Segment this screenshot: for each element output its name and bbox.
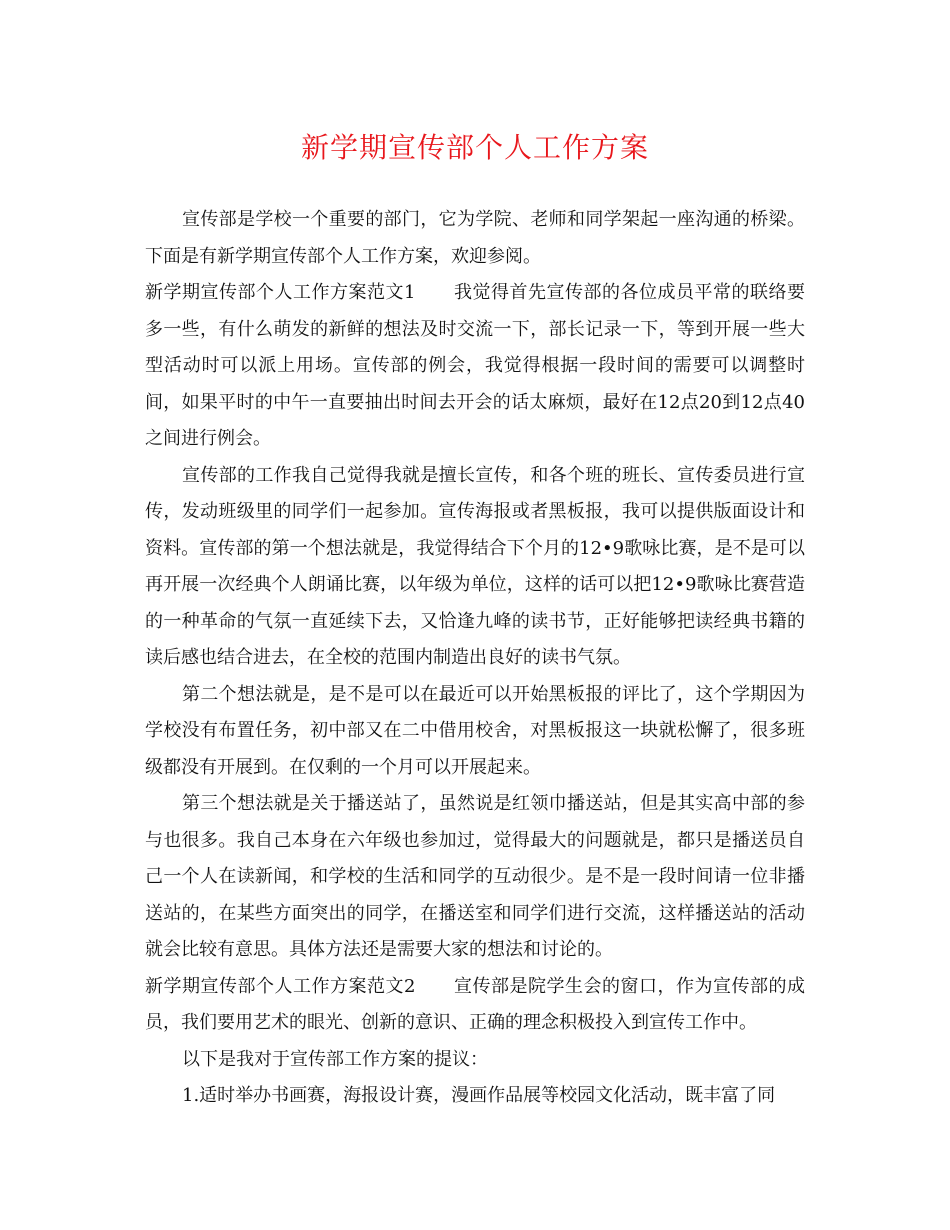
section1-paragraph <box>145 275 805 458</box>
paragraph-2: 宣传部的工作我自己觉得我就是擅长宣传，和各个班的班长、宣传委员进行宣传，发动班级里的同学们一起参加。宣传海报或者黑板报，我可以提供版面设计和资料。宣传部的第一个想法就是，我觉得结合下个月的12•9歌咏比赛，是不是可以再开展一次经典个人朗诵比赛，以年级为单位，这样的话可以把12•9歌咏比赛营造的一种革命的气氛一直延续下去，又恰逢九峰的读书节，正好能够把读经典书籍的读后感也结合进去，在全校的范围内制造出良好的读书气氛。 <box>145 464 805 668</box>
section1-lead: 我觉得首先宣传部的各位成员平常的联络要多一些，有什么萌发的新鲜的想法及时交流一下，部长记录一下，等到开展一些大型活动时可以派上用场。宣传部的例会，我觉得根据一段时间的需要可以调整时间，如果平时的中午一直要抽出时间去开会的话太麻烦，最好在12点20到12点40之间进行例会。 <box>145 282 806 449</box>
section1-heading: 新学期宣传部个人工作方案范文1 <box>145 282 416 303</box>
section2-lead: 宣传部是院学生会的窗口，作为宣传部的成员，我们要用艺术的眼光、创新的意识、正确的理念积极投入到宣传工作中。 <box>145 975 806 1033</box>
section2-paragraph <box>145 969 805 1042</box>
paragraph-7: 1.适时举办书画赛，海报设计赛，漫画作品展等校园文化活动，既丰富了同 <box>182 1085 776 1106</box>
document-body <box>145 202 805 1115</box>
document-title: 新学期宣传部个人工作方案 <box>300 131 649 164</box>
paragraph-6: 以下是我对于宣传部工作方案的提议： <box>182 1048 488 1070</box>
intro-paragraph: 宣传部是学校一个重要的部门，它为学院、老师和同学架起一座沟通的桥梁。下面是有新学期宣传部个人工作方案，欢迎参阅。 <box>145 209 805 267</box>
paragraph-3: 第二个想法就是，是不是可以在最近可以开始黑板报的评比了，这个学期因为学校没有布置任务，初中部又在二中借用校舍，对黑板报这一块就松懈了，很多班级都没有开展到。在仅剩的一个月可以开展起来。 <box>145 683 805 778</box>
paragraph-4: 第三个想法就是关于播送站了，虽然说是红领巾播送站，但是其实高中部的参与也很多。我自己本身在六年级也参加过，觉得最大的问题就是，都只是播送员自己一个人在读新闻，和学校的生活和同学的互动很少。是不是一段时间请一位非播送站的，在某些方面突出的同学，在播送室和同学们进行交流，这样播送站的活动就会比较有意思。具体方法还是需要大家的想法和讨论的。 <box>145 793 805 960</box>
section2-heading: 新学期宣传部个人工作方案范文2 <box>145 975 416 997</box>
